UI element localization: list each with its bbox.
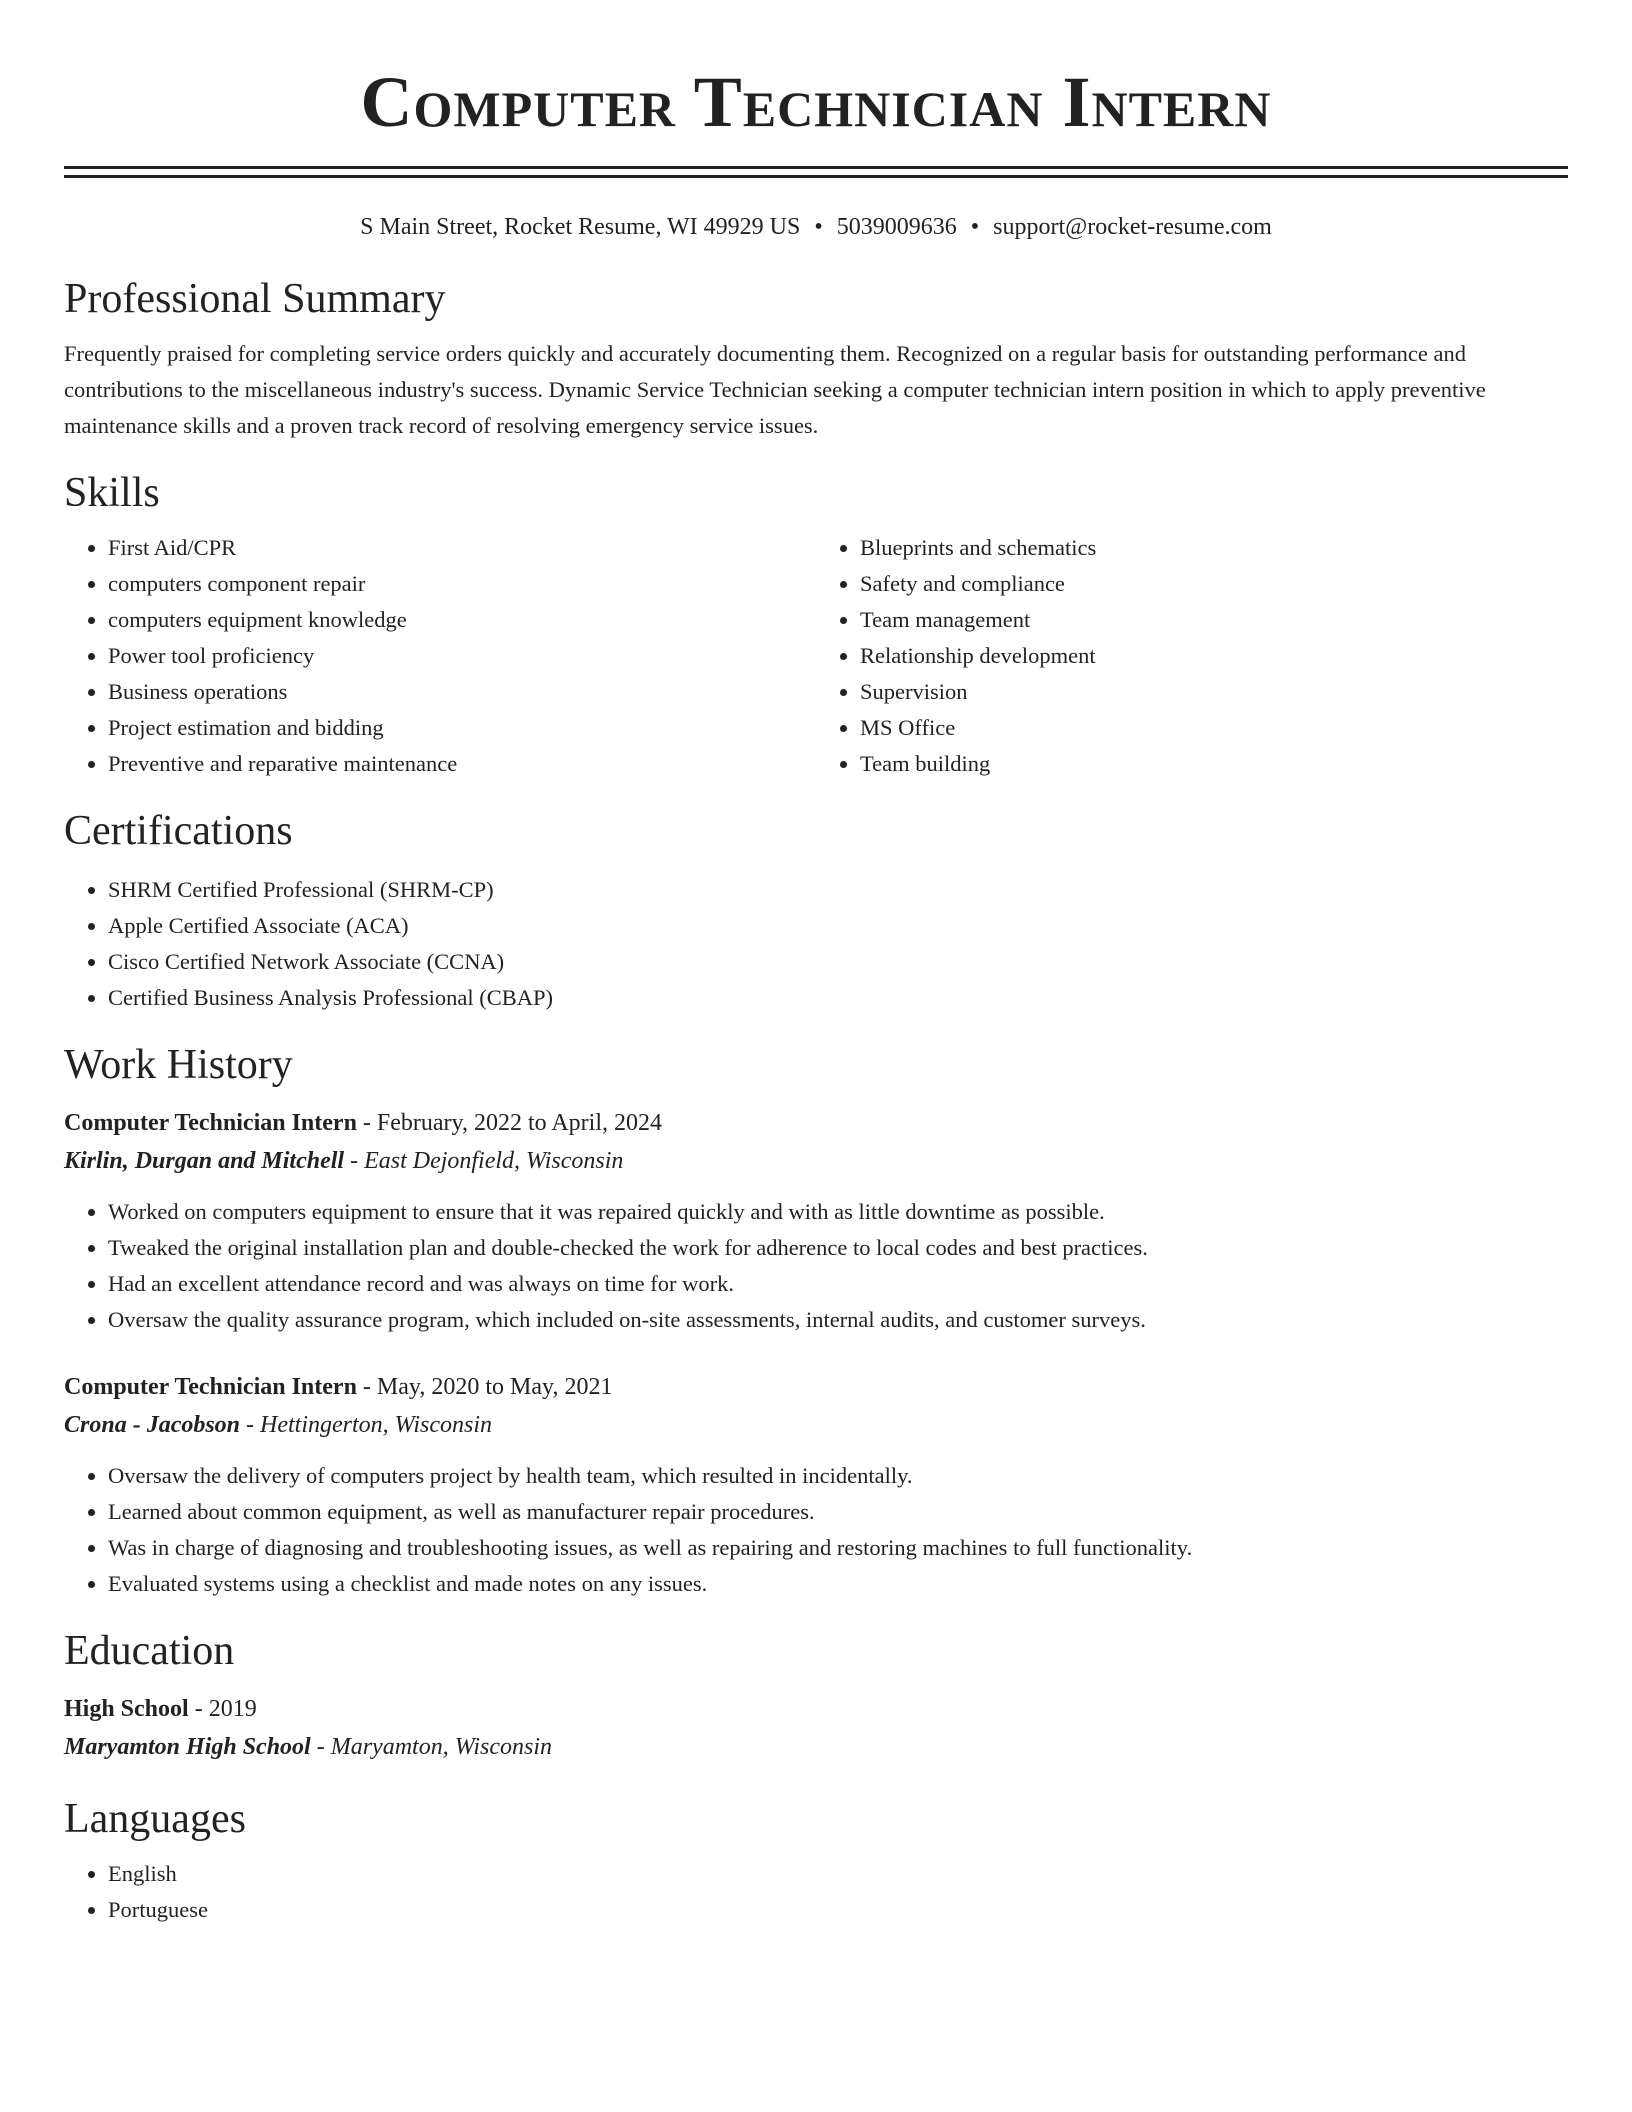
skill-item: • Safety and compliance [860,566,1568,602]
education-year: - 2019 [188,1696,257,1722]
skill-item: • Supervision [860,674,1568,710]
skill-item: • Business operations [108,674,816,710]
skill-item: • Preventive and reparative maintenance [108,746,816,782]
skill-item: • computers component repair [108,566,816,602]
skill-item: • Team building [860,746,1568,782]
skills-heading: Skills [64,470,160,516]
job-bullets [64,1194,1568,1338]
job-location: - East Dejonfield, Wisconsin [344,1148,624,1174]
certifications-heading: Certifications [64,808,293,854]
education-school: Maryamton High School [64,1734,311,1760]
language-item: • Portuguese [108,1892,1568,1928]
certification-item: • SHRM Certified Professional (SHRM-CP) [108,872,1568,908]
skills-list-left [64,530,816,782]
job-bullet: • Evaluated systems using a checklist and made notes on any issues. [108,1566,1568,1602]
certifications-list [64,872,1568,1016]
skills-columns [64,530,1568,782]
job-bullet: • Oversaw the delivery of computers project by health team, which resulted in incidentally. [108,1458,1568,1494]
contact-address: S Main Street, Rocket Resume, WI 49929 US [360,214,801,240]
skill-item: • Power tool proficiency [108,638,816,674]
contact-phone: 5039009636 [836,214,957,240]
skill-item: • Project estimation and bidding [108,710,816,746]
education-school-line [64,1728,1568,1766]
job-title-line [64,1104,1568,1142]
skill-item: • Relationship development [860,638,1568,674]
job-company-line [64,1406,1568,1444]
job-bullet: • Learned about common equipment, as well as manufacturer repair procedures. [108,1494,1568,1530]
education-degree: High School [64,1696,189,1722]
job-bullet: • Tweaked the original installation plan and double-checked the work for adherence to local codes and best practices. [108,1230,1568,1266]
skill-item: • Blueprints and schematics [860,530,1568,566]
skill-item: • Team management [860,602,1568,638]
certification-item: • Cisco Certified Network Associate (CCNA) [108,944,1568,980]
job-bullets [64,1458,1568,1602]
job-location: - Hettingerton, Wisconsin [240,1412,493,1438]
skill-item: • MS Office [860,710,1568,746]
skill-item: • computers equipment knowledge [108,602,816,638]
work-history-heading: Work History [64,1042,293,1088]
title-divider [64,166,1568,178]
summary-text: Frequently praised for completing service orders quickly and accurately documenting them. Recognized on a regular basis for outstanding performance and contributions to the miscellaneous industry's success. Dynamic Service Technician seeking a computer technician intern position in which to apply preventive maintenance skills and a proven track record of resolving emergency service issues. [64,341,1486,438]
job-company: Kirlin, Durgan and Mitchell [64,1148,345,1174]
skill-item: • First Aid/CPR [108,530,816,566]
job-dates: - February, 2022 to April, 2024 [356,1110,662,1136]
certification-item: • Apple Certified Associate (ACA) [108,908,1568,944]
job-company-line [64,1142,1568,1180]
job-title-line [64,1368,1568,1406]
contact-separator: • [970,214,980,240]
job-role: Computer Technician Intern [64,1110,357,1136]
job-dates: - May, 2020 to May, 2021 [356,1374,613,1400]
job-entry [64,1368,1568,1602]
contact-line [64,212,1568,242]
education-entry [64,1690,1568,1766]
contact-separator: • [814,214,823,240]
job-role: Computer Technician Intern [64,1374,357,1400]
certification-item: • Certified Business Analysis Professional (CBAP) [108,980,1568,1016]
education-degree-line [64,1690,1568,1728]
job-bullet: • Oversaw the quality assurance program, which included on-site assessments, internal audits, and customer surveys. [108,1302,1568,1338]
skills-list-right [816,530,1568,782]
education-heading: Education [64,1628,235,1674]
job-bullet: • Had an excellent attendance record and was always on time for work. [108,1266,1568,1302]
education-location: - Maryamton, Wisconsin [310,1734,553,1760]
summary-heading: Professional Summary [64,276,446,322]
resume-title: Computer Technician Intern [360,62,1272,142]
job-entry [64,1104,1568,1338]
languages-list [64,1856,1568,1928]
job-bullet: • Was in charge of diagnosing and troubleshooting issues, as well as repairing and restoring machines to full functionality. [108,1530,1568,1566]
contact-email: support@rocket-resume.com [993,214,1272,240]
languages-heading: Languages [64,1796,246,1842]
job-company: Crona - Jacobson [64,1412,241,1438]
language-item: • English [108,1856,1568,1892]
job-bullet: • Worked on computers equipment to ensure that it was repaired quickly and with as little downtime as possible. [108,1194,1568,1230]
